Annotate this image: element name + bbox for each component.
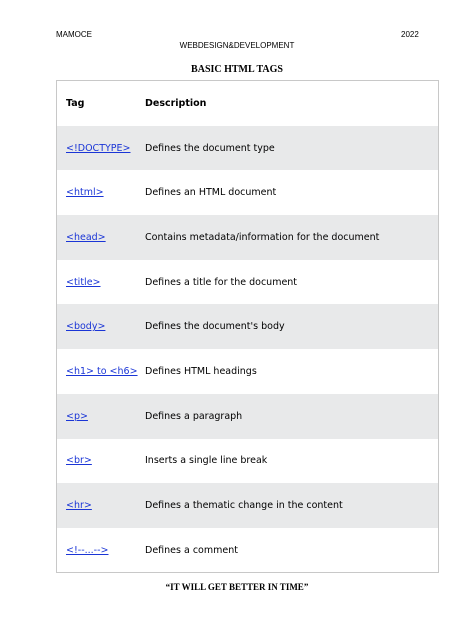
header-center: WEBDESIGN&DEVELOPMENT bbox=[179, 41, 295, 50]
tag-link[interactable]: <p> bbox=[66, 410, 88, 422]
tag-description: Defines the document type bbox=[145, 142, 275, 154]
tag-link[interactable]: <!DOCTYPE> bbox=[66, 142, 131, 154]
tag-description: Defines an HTML document bbox=[145, 187, 277, 199]
table-row bbox=[57, 304, 438, 349]
tag-link[interactable]: <body> bbox=[66, 321, 106, 333]
tag-link[interactable]: <h1> to <h6> bbox=[66, 365, 138, 377]
tag-description: Contains metadata/information for the document bbox=[145, 231, 380, 243]
table-row bbox=[57, 170, 438, 215]
tag-description: Defines a title for the document bbox=[145, 276, 298, 288]
header-left: MAMOCE bbox=[56, 30, 92, 39]
tags-table bbox=[56, 80, 439, 573]
tag-description: Defines a thematic change in the content bbox=[145, 500, 343, 512]
table-row bbox=[57, 528, 438, 573]
tag-link[interactable]: <hr> bbox=[66, 500, 92, 512]
tag-link[interactable]: <head> bbox=[66, 231, 106, 243]
table-row bbox=[57, 439, 438, 484]
tag-link[interactable]: <html> bbox=[66, 187, 104, 199]
header-year: 2022 bbox=[401, 30, 419, 39]
tag-description: Defines the document's body bbox=[145, 321, 285, 333]
table-row bbox=[57, 394, 438, 439]
tag-description: Defines a comment bbox=[145, 544, 238, 556]
column-header-description: Description bbox=[145, 97, 207, 109]
table-header-row bbox=[57, 81, 438, 126]
table-row bbox=[57, 215, 438, 260]
page-title: BASIC HTML TAGS bbox=[191, 64, 283, 75]
tag-link[interactable]: <br> bbox=[66, 455, 92, 467]
tag-description: Defines a paragraph bbox=[145, 410, 243, 422]
table-row bbox=[57, 483, 438, 528]
column-header-tag: Tag bbox=[66, 97, 85, 109]
table-row bbox=[57, 260, 438, 305]
tag-link[interactable]: <title> bbox=[66, 276, 101, 288]
tag-description: Inserts a single line break bbox=[145, 455, 268, 467]
table-row bbox=[57, 126, 438, 171]
footer-quote: “IT WILL GET BETTER IN TIME” bbox=[165, 582, 309, 592]
tag-link[interactable]: <!--...--> bbox=[66, 544, 109, 556]
table-row bbox=[57, 349, 438, 394]
tag-description: Defines HTML headings bbox=[145, 365, 257, 377]
